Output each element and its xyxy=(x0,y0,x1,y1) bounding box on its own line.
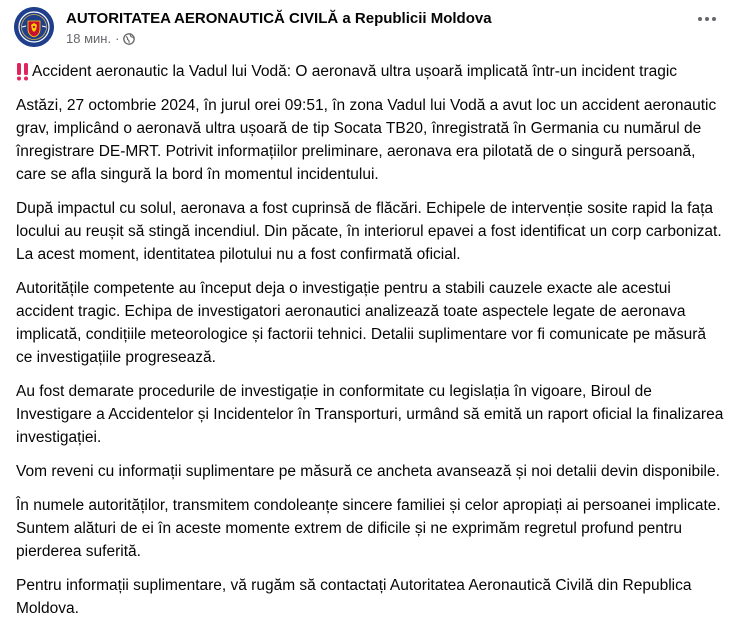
double-exclamation-icon xyxy=(16,62,29,81)
post-header xyxy=(14,7,725,47)
page-name-link[interactable]: AUTORITATEA AERONAUTICĂ CIVILĂ a Republicii Moldova xyxy=(66,10,492,27)
post-paragraph: În numele autorităților, transmitem condoleanțe sincere familiei și celor apropiați ai persoanei implicate. Suntem alături de ei în aceste momente extrem de dificile și ne exprimăm regretul profund pentru pierderea suferită. xyxy=(16,497,721,560)
more-dot xyxy=(712,17,716,21)
more-options-icon[interactable] xyxy=(689,9,725,29)
post-paragraph: Vom reveni cu informații suplimentare pe măsură ce ancheta avansează și noi detalii devin disponibile. xyxy=(16,463,720,480)
post-title: Accident aeronautic la Vadul lui Vodă: O aeronavă ultra ușoară implicată într-un incident tragic xyxy=(32,63,678,80)
post-paragraph: Autoritățile competente au început deja o investigație pentru a stabili cauzele exacte ale acestui accident tragic. Echipa de investigatori aeronautici analizează toate aspectele legate de aeronava implicată, condițiile meteorologice și factorii tehnici. Detalii suplimentare vor fi comunicate pe măsură ce investigațiile progresează. xyxy=(16,280,707,366)
post-paragraph: După impactul cu solul, aeronava a fost cuprinsă de flăcări. Echipele de intervenție sosite rapid la fața locului au reușit să stingă incendiul. Din păcate, în interiorul epavei a fost identificat un corp carbonizat. La acest moment, identitatea pilotului nu a fost confirmată oficial. xyxy=(16,200,722,263)
meta-separator: · xyxy=(115,31,120,46)
post-paragraph: Astăzi, 27 octombrie 2024, în jurul orei 09:51, în zona Vadul lui Vodă a avut loc un accident aeronautic grav, implicând o aeronavă ultra ușoară de tip Socata TB20, înregistrată în Germania cu numărul de înregistrare DE-MRT. Potrivit informațiilor preliminare, aeronava era pilotată de o singură persoană, care se afla singură la bord în momentul incidentului. xyxy=(16,97,717,183)
post-paragraph: Pentru informații suplimentare, vă rugăm să contactați Autoritatea Aeronautică Civilă din Republica Moldova. xyxy=(16,577,692,617)
avatar[interactable] xyxy=(14,7,54,47)
coat-of-arms-icon xyxy=(14,7,54,47)
post-title-line xyxy=(16,60,726,83)
more-dot xyxy=(705,17,709,21)
post-paragraph: Au fost demarate procedurile de investigație in conformitate cu legislația în vigoare, Biroul de Investigare a Accidentelor și Incidentelor în Transporturi, urmând să emită un raport oficial la finalizarea investigației. xyxy=(16,383,724,446)
more-dot xyxy=(698,17,702,21)
post-meta xyxy=(66,31,135,46)
globe-icon[interactable] xyxy=(123,33,135,45)
post-body xyxy=(16,60,726,631)
post-timestamp[interactable]: 18 мин. xyxy=(66,31,112,46)
